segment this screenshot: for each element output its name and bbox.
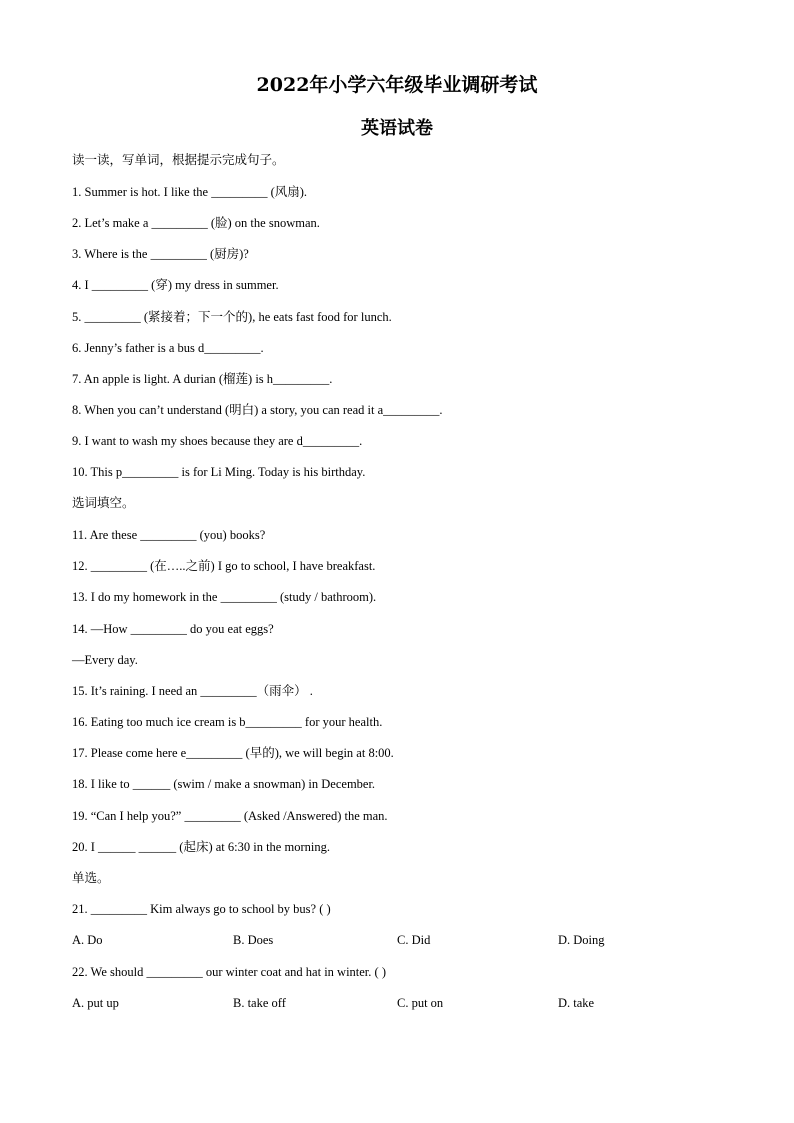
question-14-answer: —Every day. [72, 653, 138, 667]
question-13: 13. I do my homework in the _________ (study / bathroom). [72, 590, 377, 604]
option-22-d: D. take [558, 996, 595, 1010]
question-19: 19. “Can I help you?” _________ (Asked /Answered) the man. [72, 809, 388, 823]
question-8: 8. When you can’t understand (明白) a story, you can read it a_________. [72, 403, 443, 417]
question-2: 2. Let’s make a _________ (脸) on the snowman. [72, 216, 320, 230]
exam-subtitle: 英语试卷 [361, 118, 433, 139]
option-22-b: B. take off [233, 996, 286, 1010]
option-22-a: A. put up [72, 996, 119, 1010]
question-14: 14. —How _________ do you eat eggs? [72, 622, 274, 636]
question-17: 17. Please come here e_________ (早的), we will begin at 8:00. [72, 746, 394, 760]
option-21-a: A. Do [72, 933, 103, 947]
question-21: 21. _________ Kim always go to school by bus? ( ) [72, 902, 331, 916]
question-7: 7. An apple is light. A durian (榴莲) is h_________. [72, 372, 333, 386]
question-20: 20. I ______ ______ (起床) at 6:30 in the morning. [72, 840, 330, 854]
question-12: 12. _________ (在…..之前) I go to school, I have breakfast. [72, 559, 376, 573]
option-21-d: D. Doing [558, 933, 605, 947]
question-3: 3. Where is the _________ (厨房)? [72, 247, 249, 261]
option-21-c: C. Did [397, 933, 431, 947]
question-6: 6. Jenny’s father is a bus d_________. [72, 341, 264, 355]
question-16: 16. Eating too much ice cream is b_________ for your health. [72, 715, 383, 729]
section-heading-2: 选词填空。 [72, 495, 135, 510]
question-1: 1. Summer is hot. I like the _________ (风扇). [72, 185, 308, 199]
question-11: 11. Are these _________ (you) books? [72, 528, 266, 542]
option-22-c: C. put on [397, 996, 444, 1010]
question-18: 18. I like to ______ (swim / make a snowman) in December. [72, 777, 376, 791]
exam-title: 2022年小学六年级毕业调研考试 [256, 74, 538, 96]
section-heading-1: 读一读，写单词，根据提示完成句子。 [72, 152, 285, 167]
question-9: 9. I want to wash my shoes because they are d_________. [72, 434, 363, 448]
option-21-b: B. Does [233, 933, 274, 947]
question-5: 5. _________ (紧接着；下一个的), he eats fast food for lunch. [72, 310, 392, 324]
question-10: 10. This p_________ is for Li Ming. Today is his birthday. [72, 465, 366, 479]
section-heading-3: 单选。 [72, 870, 110, 885]
question-4: 4. I _________ (穿) my dress in summer. [72, 278, 279, 292]
question-15: 15. It’s raining. I need an _________（雨伞） . [72, 684, 313, 698]
question-22: 22. We should _________ our winter coat and hat in winter. ( ) [72, 965, 386, 979]
